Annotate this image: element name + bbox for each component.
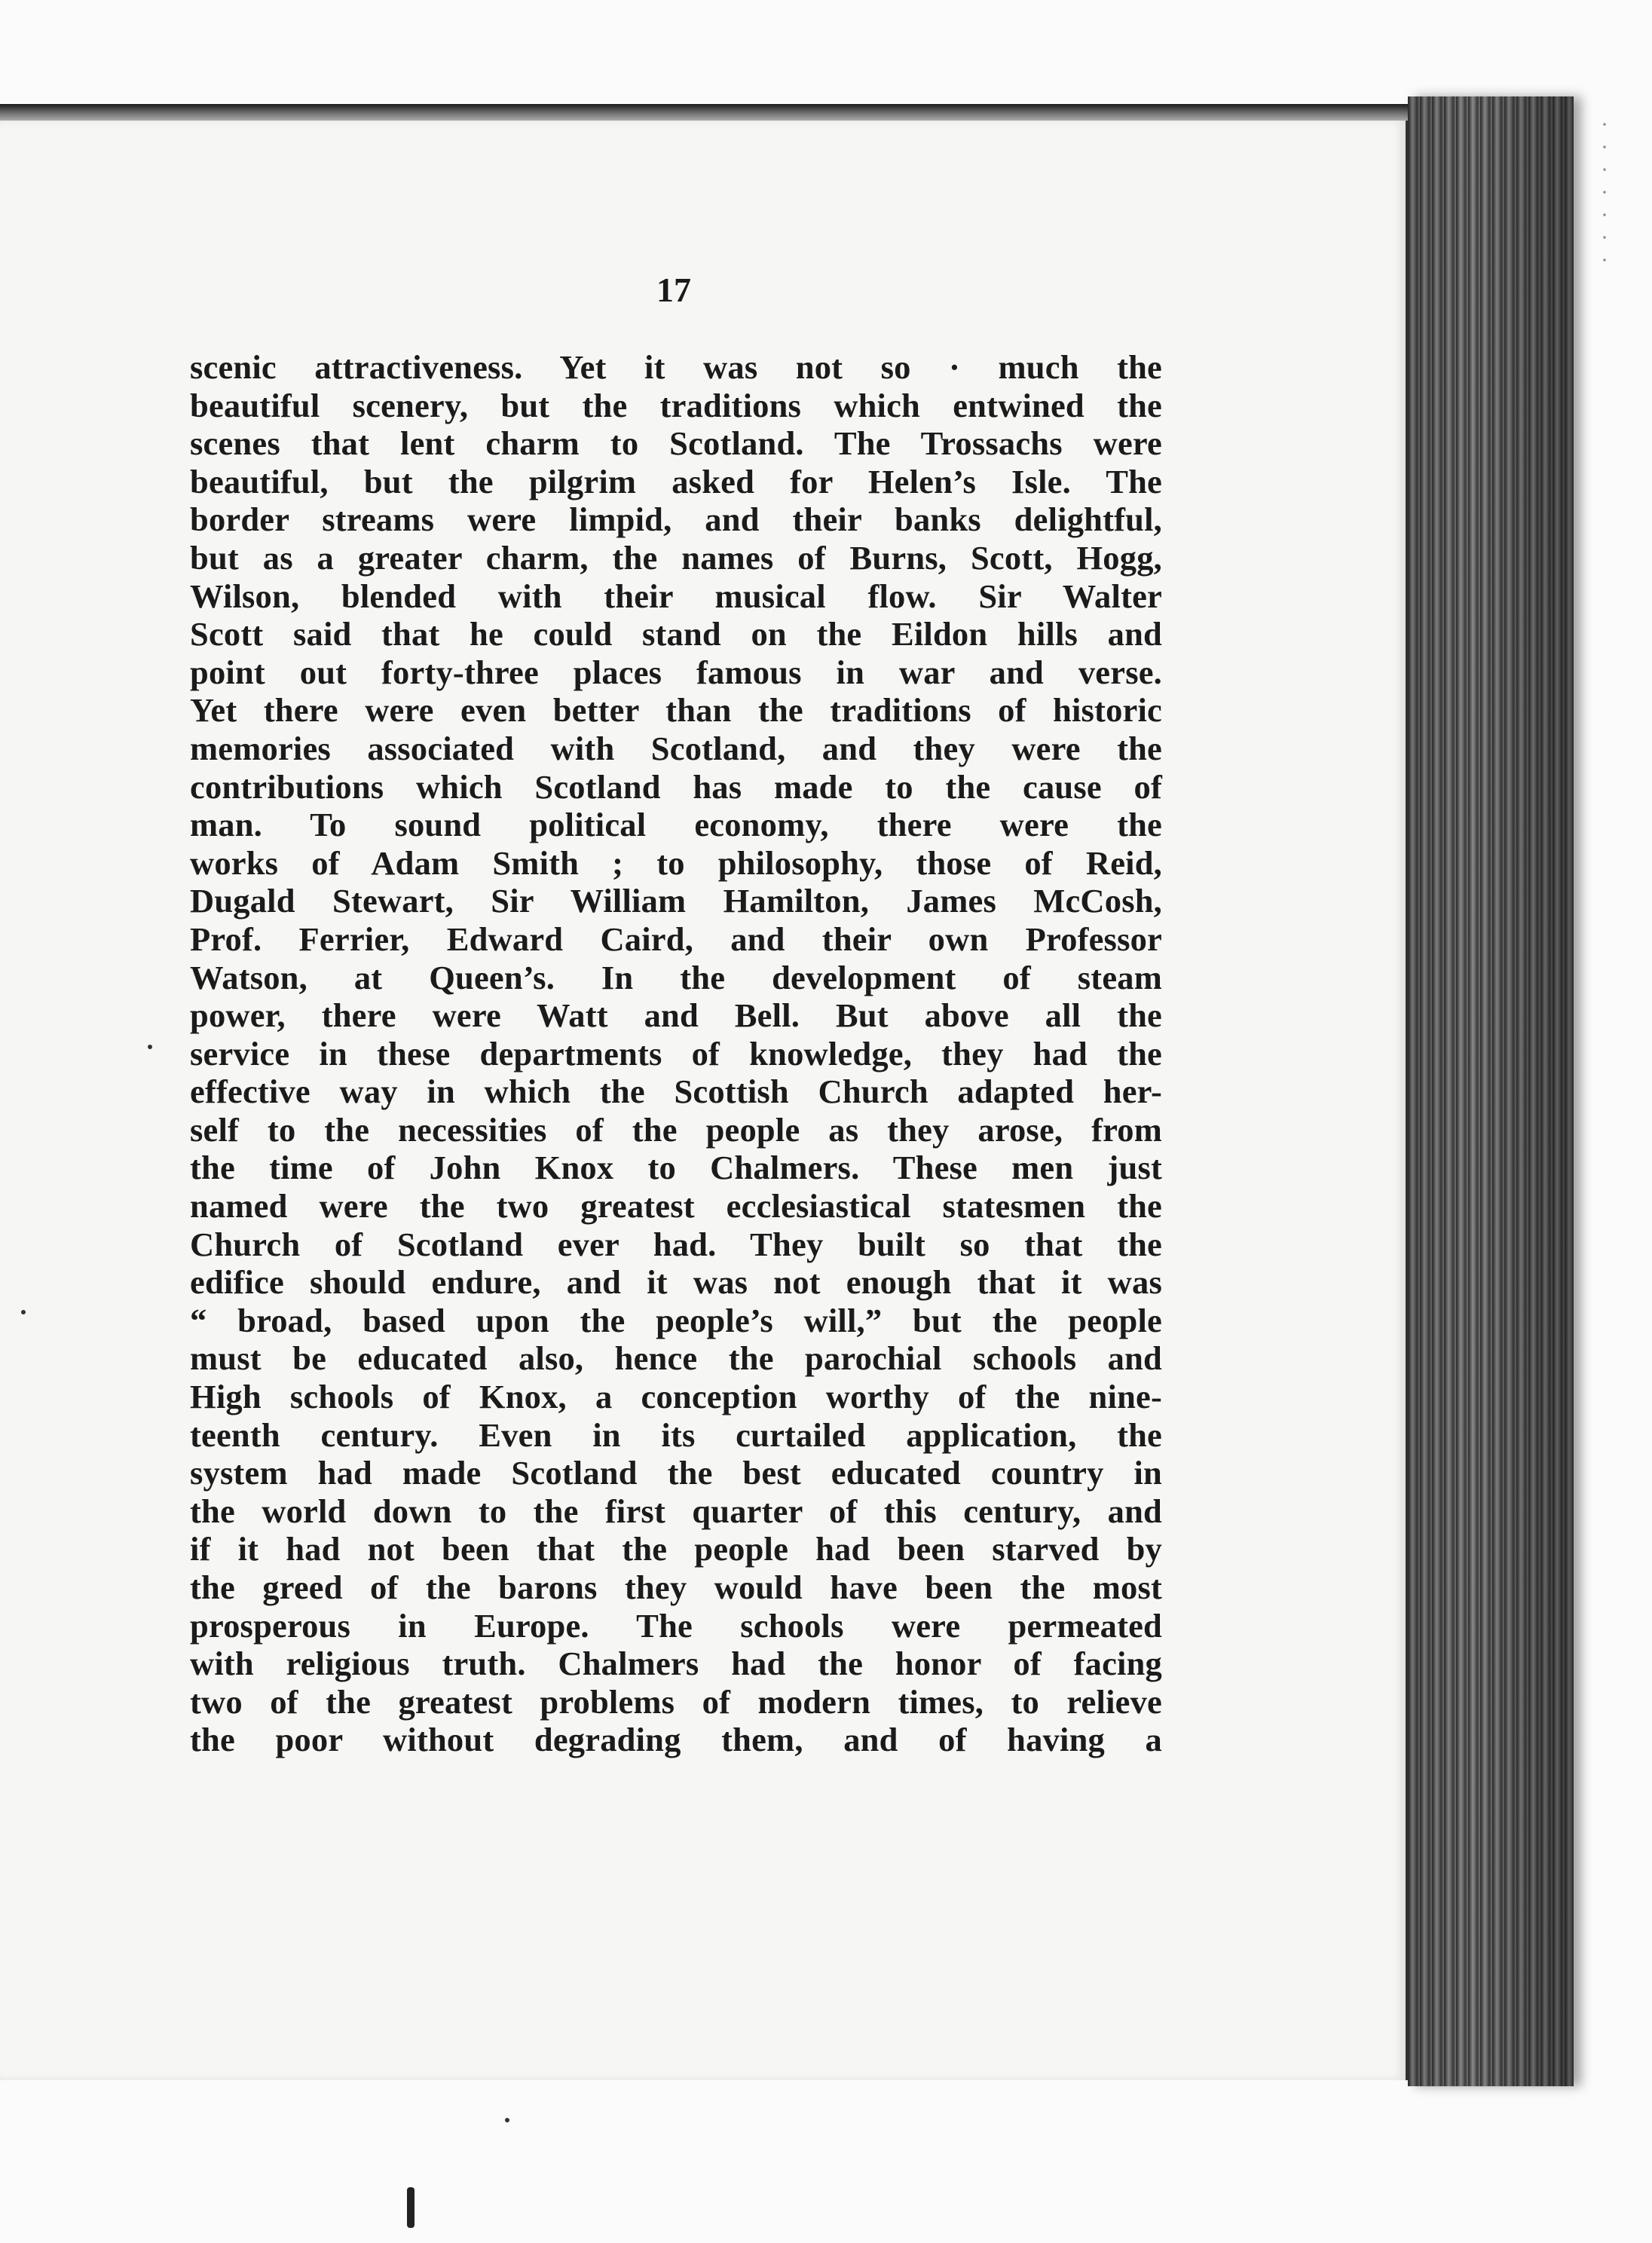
text-line: Scott said that he could stand on the Eildon hills and (190, 615, 1162, 653)
text-line: self to the necessities of the people as they arose, from (190, 1110, 1162, 1149)
text-line: beautiful scenery, but the traditions which entwined the (190, 386, 1162, 424)
text-line: but as a greater charm, the names of Burns, Scott, Hogg, (190, 538, 1162, 577)
text-line: teenth century. Even in its curtailed application, the (190, 1415, 1162, 1454)
text-line: Yet there were even better than the traditions of historic (190, 691, 1162, 730)
text-line: scenes that lent charm to Scotland. The Trossachs were (190, 424, 1162, 463)
text-line: man. To sound political economy, there were the (190, 806, 1162, 844)
text-line: must be educated also, hence the parochial schools and (190, 1339, 1162, 1378)
text-line: the poor without degrading them, and of having a (190, 1721, 1162, 1759)
text-line: effective way in which the Scottish Church adapted her- (190, 1073, 1162, 1111)
text-line: High schools of Knox, a conception worthy of the nine- (190, 1378, 1162, 1416)
text-line: edifice should endure, and it was not enough that it was (190, 1263, 1162, 1302)
text-line: beautiful, but the pilgrim asked for Helen’s Isle. The (190, 462, 1162, 500)
text-line: Wilson, blended with their musical flow. Sir Walter (190, 577, 1162, 615)
text-line: Dugald Stewart, Sir William Hamilton, James McCosh, (190, 882, 1162, 920)
edge-dots (1602, 113, 1608, 264)
text-line: two of the greatest problems of modern times, to relieve (190, 1682, 1162, 1721)
text-line: scenic attractiveness. Yet it was not so · much the (190, 348, 1162, 386)
text-line: prosperous in Europe. The schools were permeated (190, 1606, 1162, 1645)
text-line: works of Adam Smith ; to philosophy, those of Reid, (190, 843, 1162, 882)
text-line: system had made Scotland the best educated country in (190, 1454, 1162, 1492)
text-line: memories associated with Scotland, and they were the (190, 729, 1162, 767)
text-line: with religious truth. Chalmers had the honor of facing (190, 1645, 1162, 1683)
text-line: if it had not been that the people had been starved by (190, 1530, 1162, 1568)
text-line: contributions which Scotland has made to the cause of (190, 767, 1162, 806)
text-line: point out forty-three places famous in war and verse. (190, 653, 1162, 691)
text-line: Watson, at Queen’s. In the development of steam (190, 958, 1162, 996)
text-line: the time of John Knox to Chalmers. These men just (190, 1149, 1162, 1187)
margin-speck (148, 1045, 152, 1049)
text-line: service in these departments of knowledge, they had the (190, 1034, 1162, 1073)
text-line: power, there were Watt and Bell. But above all the (190, 996, 1162, 1035)
book-page-edges (1408, 96, 1574, 2086)
text-line: “ broad, based upon the people’s will,” but the people (190, 1301, 1162, 1339)
bottom-speck (505, 2118, 509, 2122)
body-text (190, 348, 1162, 1759)
bottom-scan-mark (407, 2187, 415, 2228)
text-line: the greed of the barons they would have been the most (190, 1568, 1162, 1606)
text-line: Church of Scotland ever had. They built so that the (190, 1225, 1162, 1263)
text-line: Prof. Ferrier, Edward Caird, and their own Professor (190, 920, 1162, 958)
text-line: named were the two greatest ecclesiastical statesmen the (190, 1187, 1162, 1226)
margin-speck (21, 1310, 26, 1314)
page-number: 17 (656, 271, 691, 309)
text-line: the world down to the first quarter of this century, and (190, 1492, 1162, 1530)
text-line: border streams were limpid, and their banks delightful, (190, 500, 1162, 539)
